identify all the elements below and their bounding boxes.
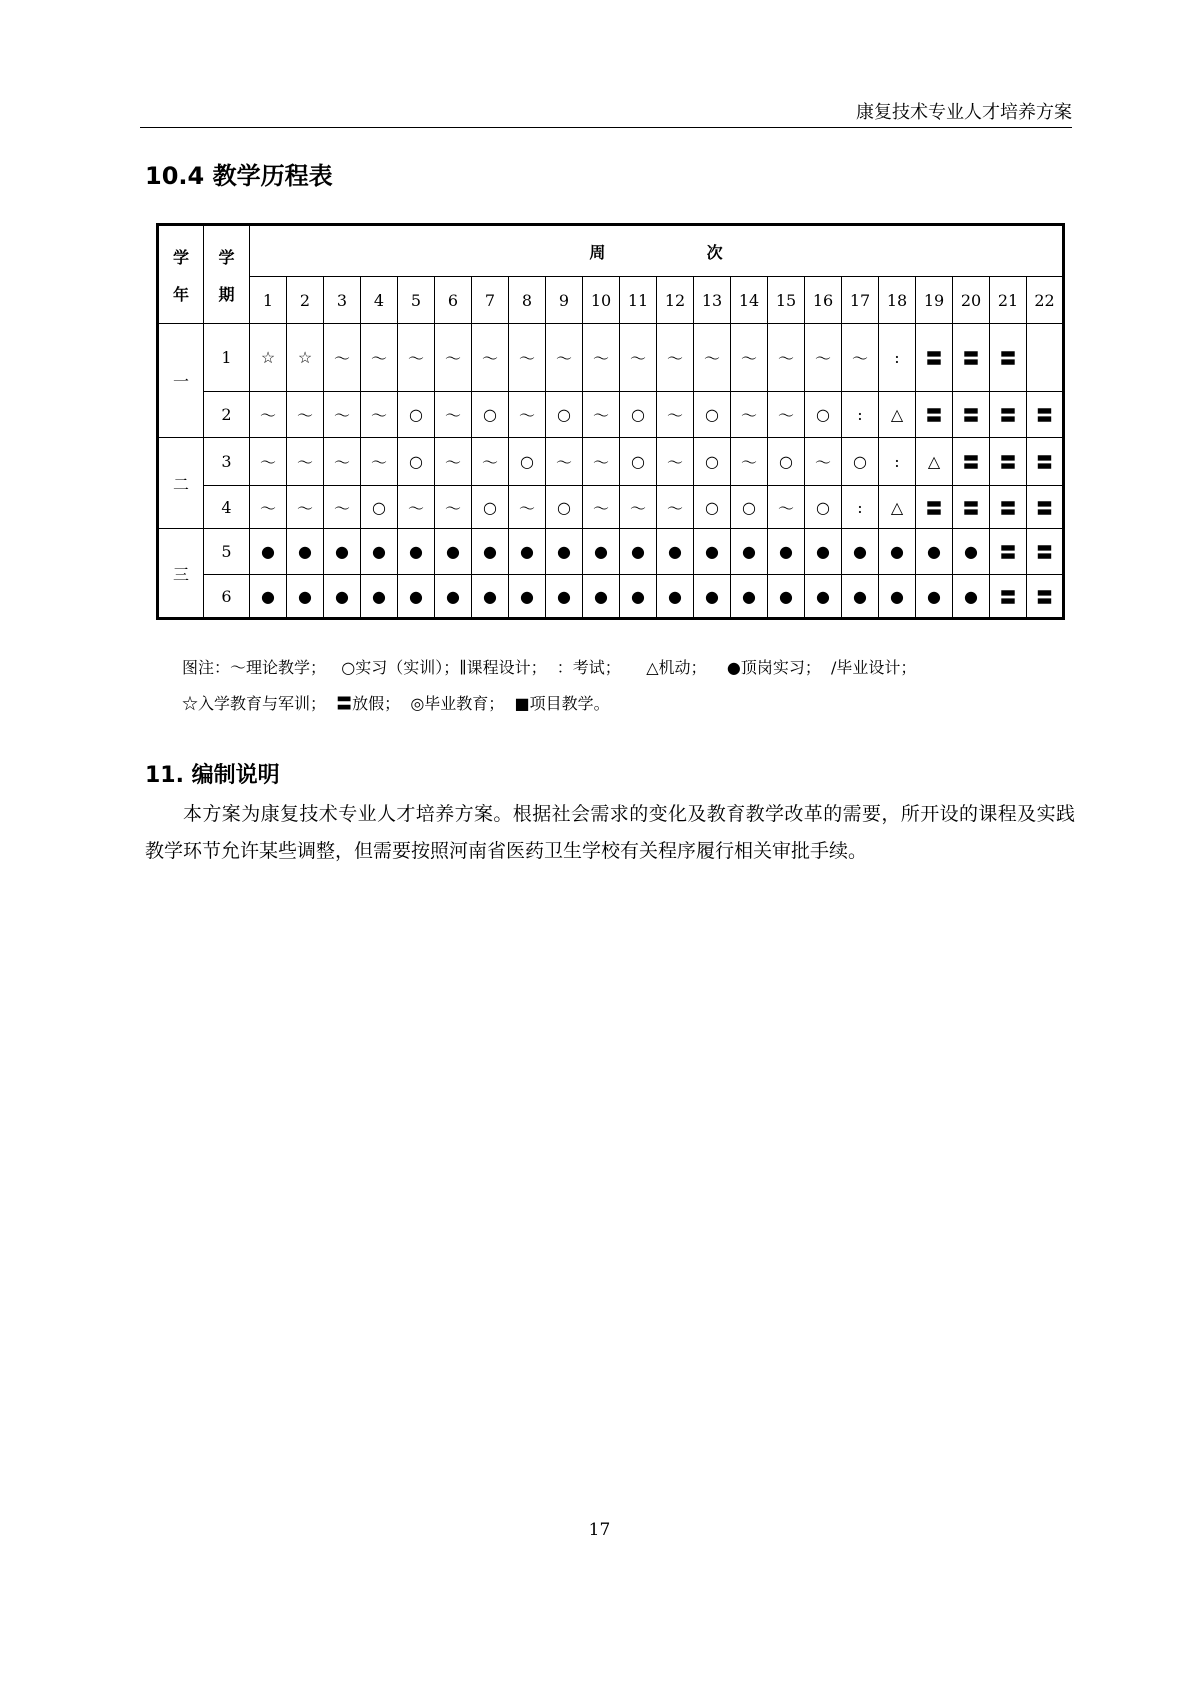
semester-cell: 5 (204, 529, 250, 575)
schedule-cell: ● (953, 575, 990, 619)
schedule-cell: ～ (546, 324, 583, 392)
schedule-cell: ○ (694, 486, 731, 529)
section-11-title: 11. 编制说明 (145, 763, 280, 788)
schedule-cell: ○ (509, 438, 546, 486)
schedule-cell: △ (879, 392, 916, 438)
schedule-cell: : (879, 324, 916, 392)
schedule-cell: 〓 (1027, 486, 1064, 529)
week-number-cell: 22 (1027, 277, 1064, 324)
schedule-cell: ● (324, 529, 361, 575)
schedule-cell: ○ (805, 392, 842, 438)
semester-cell: 3 (204, 438, 250, 486)
schedule-cell: ● (768, 529, 805, 575)
schedule-cell: ～ (509, 324, 546, 392)
schedule-cell: ～ (509, 392, 546, 438)
schedule-cell: ● (435, 575, 472, 619)
schedule-cell: ● (879, 575, 916, 619)
schedule-cell: ～ (324, 486, 361, 529)
schedule-cell: ～ (768, 392, 805, 438)
schedule-cell: ～ (657, 486, 694, 529)
year-cell: 三 (158, 529, 204, 619)
schedule-cell: ● (657, 575, 694, 619)
schedule-cell: 〓 (990, 438, 1027, 486)
schedule-cell: ～ (250, 438, 287, 486)
schedule-cell: ○ (361, 486, 398, 529)
weeks-header (250, 225, 1064, 277)
schedule-cell: ～ (620, 324, 657, 392)
schedule-cell: ～ (435, 324, 472, 392)
schedule-cell: ～ (583, 392, 620, 438)
schedule-cell: ～ (398, 324, 435, 392)
schedule-cell: ○ (620, 392, 657, 438)
semester-cell: 4 (204, 486, 250, 529)
schedule-cell: 〓 (916, 324, 953, 392)
schedule-cell: ～ (509, 486, 546, 529)
year-header-char-2: 年 (172, 284, 189, 304)
schedule-cell: 〓 (1027, 392, 1064, 438)
schedule-cell: △ (916, 438, 953, 486)
semester-cell: 6 (204, 575, 250, 619)
week-number-cell: 12 (657, 277, 694, 324)
schedule-cell: ～ (731, 392, 768, 438)
schedule-cell: 〓 (953, 392, 990, 438)
schedule-cell: ○ (731, 486, 768, 529)
schedule-cell: ～ (583, 438, 620, 486)
week-number-cell: 1 (250, 277, 287, 324)
schedule-cell: : (842, 486, 879, 529)
week-number-cell: 3 (324, 277, 361, 324)
schedule-cell: ～ (805, 438, 842, 486)
schedule-cell: ● (435, 529, 472, 575)
semester-row (158, 529, 1064, 575)
schedule-cell: ● (361, 529, 398, 575)
schedule-cell: ～ (731, 324, 768, 392)
schedule-cell: 〓 (1027, 529, 1064, 575)
schedule-cell: ～ (620, 486, 657, 529)
semester-row (158, 575, 1064, 619)
schedule-cell: ● (361, 575, 398, 619)
schedule-cell: ○ (398, 392, 435, 438)
schedule-cell: ～ (435, 486, 472, 529)
week-number-cell: 16 (805, 277, 842, 324)
schedule-cell: ○ (546, 392, 583, 438)
semester-header-char-2: 期 (218, 284, 235, 304)
schedule-cell: ● (472, 529, 509, 575)
semester-row (158, 324, 1064, 392)
schedule-cell: ～ (361, 324, 398, 392)
legend-line-2: ☆入学教育与军训； 〓放假； ◎毕业教育； ■项目教学。 (182, 694, 610, 713)
schedule-cell: ● (398, 529, 435, 575)
schedule-cell: ● (620, 575, 657, 619)
week-number-cell: 17 (842, 277, 879, 324)
schedule-cell: ～ (324, 438, 361, 486)
schedule-cell: 〓 (953, 438, 990, 486)
schedule-cell: ○ (805, 486, 842, 529)
schedule-cell: ～ (472, 438, 509, 486)
week-number-cell: 14 (731, 277, 768, 324)
schedule-cell: : (879, 438, 916, 486)
week-number-cell: 18 (879, 277, 916, 324)
teaching-schedule-table (156, 223, 1065, 620)
schedule-cell: ～ (435, 392, 472, 438)
year-header-char-1: 学 (172, 247, 189, 267)
schedule-cell: ～ (694, 324, 731, 392)
schedule-cell: △ (879, 486, 916, 529)
schedule-cell: ● (731, 529, 768, 575)
running-header: 康复技术专业人才培养方案 (856, 102, 1072, 123)
week-number-cell: 7 (472, 277, 509, 324)
schedule-cell: ● (287, 575, 324, 619)
schedule-cell: ● (805, 575, 842, 619)
week-number-cell: 20 (953, 277, 990, 324)
semester-row (158, 486, 1064, 529)
schedule-cell: 〓 (990, 486, 1027, 529)
schedule-cell: ～ (583, 486, 620, 529)
schedule-cell: ～ (361, 438, 398, 486)
year-cell: 二 (158, 438, 204, 529)
header-rule (140, 127, 1072, 128)
schedule-cell: ～ (472, 324, 509, 392)
schedule-cell: ～ (398, 486, 435, 529)
week-number-cell: 15 (768, 277, 805, 324)
schedule-cell: ○ (398, 438, 435, 486)
schedule-cell: 〓 (990, 575, 1027, 619)
schedule-cell: ● (768, 575, 805, 619)
schedule-cell: ● (805, 529, 842, 575)
year-header (158, 225, 204, 324)
weeks-header-char-1: 周 (589, 242, 606, 262)
schedule-cell: ● (546, 529, 583, 575)
schedule-cell: 〓 (990, 324, 1027, 392)
schedule-cell: ○ (472, 486, 509, 529)
schedule-cell: ～ (287, 438, 324, 486)
schedule-cell: ● (842, 529, 879, 575)
week-number-cell: 13 (694, 277, 731, 324)
schedule-cell: ～ (583, 324, 620, 392)
schedule-cell: ～ (731, 438, 768, 486)
schedule-cell: ○ (842, 438, 879, 486)
schedule-cell: ● (916, 575, 953, 619)
schedule-cell: ○ (768, 438, 805, 486)
schedule-cell: ☆ (250, 324, 287, 392)
schedule-cell: ● (509, 529, 546, 575)
schedule-cell: ○ (472, 392, 509, 438)
schedule-cell: ● (472, 575, 509, 619)
page-number: 17 (588, 1520, 611, 1540)
schedule-cell: ● (842, 575, 879, 619)
schedule-cell: 〓 (990, 392, 1027, 438)
semester-row (158, 438, 1064, 486)
schedule-cell: ○ (694, 392, 731, 438)
week-number-cell: 4 (361, 277, 398, 324)
schedule-cell: 〓 (1027, 575, 1064, 619)
schedule-cell: ● (583, 575, 620, 619)
schedule-cell: 〓 (953, 324, 990, 392)
week-number-cell: 9 (546, 277, 583, 324)
schedule-cell: ● (953, 529, 990, 575)
schedule-cell: 〓 (990, 529, 1027, 575)
schedule-cell: ● (546, 575, 583, 619)
schedule-cell: ● (879, 529, 916, 575)
schedule-cell: ～ (546, 438, 583, 486)
schedule-cell: ～ (250, 392, 287, 438)
schedule-cell: ● (916, 529, 953, 575)
schedule-cell: ～ (287, 392, 324, 438)
schedule-cell: ～ (324, 392, 361, 438)
schedule-cell: ～ (805, 324, 842, 392)
semester-header-char-1: 学 (218, 247, 235, 267)
schedule-cell: ● (250, 529, 287, 575)
schedule-cell: ● (324, 575, 361, 619)
schedule-cell: 〓 (953, 486, 990, 529)
schedule-cell: ● (694, 529, 731, 575)
year-cell: 一 (158, 324, 204, 438)
schedule-cell: ● (509, 575, 546, 619)
schedule-cell: ～ (435, 438, 472, 486)
schedule-cell: ～ (250, 486, 287, 529)
semester-cell: 2 (204, 392, 250, 438)
schedule-cell: ● (731, 575, 768, 619)
schedule-cell: 〓 (916, 486, 953, 529)
section-10-4-title: 10.4 教学历程表 (145, 162, 333, 190)
schedule-cell: 〓 (916, 392, 953, 438)
schedule-cell: ☆ (287, 324, 324, 392)
schedule-cell: ～ (657, 324, 694, 392)
week-number-cell: 19 (916, 277, 953, 324)
schedule-cell: ● (657, 529, 694, 575)
week-number-cell: 6 (435, 277, 472, 324)
schedule-cell: ● (250, 575, 287, 619)
semester-header (204, 225, 250, 324)
semester-row (158, 392, 1064, 438)
semester-cell: 1 (204, 324, 250, 392)
schedule-cell: ～ (842, 324, 879, 392)
schedule-cell: ○ (546, 486, 583, 529)
week-number-cell: 2 (287, 277, 324, 324)
schedule-cell: ～ (768, 324, 805, 392)
schedule-cell: ～ (768, 486, 805, 529)
week-number-cell: 8 (509, 277, 546, 324)
schedule-cell: ○ (620, 438, 657, 486)
schedule-cell: ～ (361, 392, 398, 438)
schedule-cell: ● (398, 575, 435, 619)
schedule-cell: ～ (324, 324, 361, 392)
legend-line-1: 图注：～理论教学； ○实习（实训）；∥课程设计； ：考试； △机动； ●顶岗实习； /毕业设计； (182, 658, 917, 677)
schedule-cell: ○ (694, 438, 731, 486)
schedule-cell: ～ (657, 438, 694, 486)
section-11-paragraph: 本方案为康复技术专业人才培养方案。根据社会需求的变化及教育教学改革的需要，所开设的课程及实践教学环节允许某些调整，但需要按照河南省医药卫生学校有关程序履行相关审批手续。 (145, 803, 1075, 862)
schedule-cell: ● (620, 529, 657, 575)
schedule-cell: ● (583, 529, 620, 575)
schedule-cell: 〓 (1027, 438, 1064, 486)
schedule-cell (1027, 324, 1064, 392)
schedule-cell: ～ (287, 486, 324, 529)
week-number-cell: 5 (398, 277, 435, 324)
schedule-cell: ● (287, 529, 324, 575)
schedule-cell: : (842, 392, 879, 438)
week-number-cell: 11 (620, 277, 657, 324)
schedule-cell: ～ (657, 392, 694, 438)
week-number-cell: 10 (583, 277, 620, 324)
schedule-cell: ● (694, 575, 731, 619)
week-number-cell: 21 (990, 277, 1027, 324)
weeks-header-char-2: 次 (706, 242, 723, 262)
